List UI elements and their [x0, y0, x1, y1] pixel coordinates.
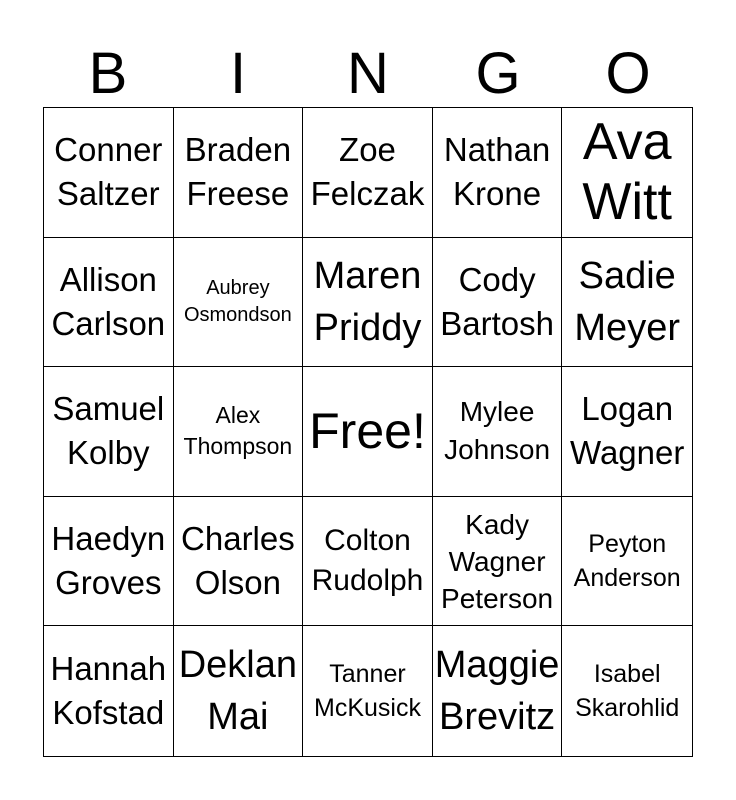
cell-text: [570, 387, 684, 475]
cell-name-line: Charles: [181, 520, 295, 558]
cell-text: [444, 128, 550, 216]
cell-text: [575, 657, 679, 725]
bingo-cell[interactable]: [174, 626, 304, 756]
cell-text: [574, 250, 680, 354]
cell-name-line: Skarohlid: [575, 694, 680, 723]
cell-name-line: Aubrey: [206, 276, 270, 299]
cell-text: [440, 258, 554, 346]
cell-name-line: Freese: [186, 175, 290, 213]
cell-name-line: Isabel: [593, 660, 661, 689]
cell-text: [181, 517, 295, 605]
header-letter-b: B: [88, 41, 128, 106]
cell-name-line: Deklan: [178, 644, 298, 687]
bingo-cell[interactable]: [44, 108, 174, 238]
bingo-cell[interactable]: [562, 238, 692, 368]
cell-name-line: Osmondson: [183, 303, 292, 326]
cell-name-line: Wagner: [570, 434, 685, 472]
header-letter-o: O: [605, 41, 651, 106]
cell-text: [184, 275, 292, 329]
bingo-cell[interactable]: [44, 367, 174, 497]
cell-text: [179, 639, 297, 743]
cell-text: [51, 517, 165, 605]
cell-text: [312, 521, 424, 601]
cell-name-line: Krone: [453, 175, 542, 213]
cell-name-line: Olson: [194, 564, 281, 602]
cell-text: [314, 250, 422, 354]
cell-text: [574, 527, 681, 595]
cell-name-line: Saltzer: [56, 175, 160, 213]
cell-name-line: Sadie: [578, 254, 676, 297]
bingo-header: [43, 38, 693, 106]
cell-text: [184, 400, 293, 462]
cell-name-line: Tanner: [329, 660, 406, 689]
cell-text: [314, 657, 421, 725]
cell-name-line: Kolby: [67, 434, 150, 472]
bingo-cell[interactable]: [562, 626, 692, 756]
bingo-grid: [43, 107, 693, 757]
cell-name-line: Zoe: [339, 131, 396, 169]
cell-text: [441, 506, 553, 617]
cell-name-line: Kady: [465, 508, 529, 540]
cell-name-line: Samuel: [52, 390, 165, 428]
cell-name-line: Witt: [582, 173, 672, 232]
bingo-cell[interactable]: [433, 626, 563, 756]
bingo-cell[interactable]: [562, 108, 692, 238]
cell-text: [54, 128, 162, 216]
cell-name-line: Meyer: [574, 306, 680, 349]
cell-name-line: Logan: [581, 390, 674, 428]
cell-name-line: Free!: [309, 403, 426, 460]
cell-text: [435, 639, 560, 743]
cell-name-line: Anderson: [573, 564, 681, 593]
cell-name-line: Colton: [324, 524, 411, 558]
bingo-cell[interactable]: [44, 497, 174, 627]
free-space-cell[interactable]: [303, 367, 433, 497]
cell-name-line: Brevitz: [439, 696, 556, 739]
cell-name-line: Mylee: [459, 396, 535, 428]
header-letter-i: I: [229, 41, 247, 106]
bingo-cell[interactable]: [303, 108, 433, 238]
cell-name-line: Carlson: [51, 304, 166, 342]
cell-name-line: Maggie: [434, 644, 560, 687]
cell-text: [309, 403, 426, 459]
cell-text: [50, 647, 166, 735]
bingo-cell[interactable]: [562, 497, 692, 627]
cell-text: [311, 128, 425, 216]
bingo-cell[interactable]: [303, 497, 433, 627]
cell-name-line: Allison: [59, 260, 157, 298]
cell-name-line: Priddy: [313, 306, 422, 349]
cell-name-line: Groves: [55, 564, 162, 602]
bingo-cell[interactable]: [433, 108, 563, 238]
cell-text: [51, 258, 165, 346]
cell-text: [582, 112, 672, 232]
cell-name-line: Rudolph: [311, 564, 424, 598]
bingo-cell[interactable]: [433, 238, 563, 368]
cell-name-line: Wagner: [448, 545, 546, 577]
cell-name-line: Bartosh: [440, 304, 554, 342]
cell-text: [52, 387, 164, 475]
cell-name-line: Alex: [215, 402, 261, 429]
cell-name-line: Nathan: [443, 131, 551, 169]
bingo-cell[interactable]: [433, 367, 563, 497]
cell-name-line: Peterson: [441, 582, 554, 614]
bingo-cell[interactable]: [174, 108, 304, 238]
bingo-cell[interactable]: [303, 238, 433, 368]
cell-name-line: Peyton: [588, 530, 667, 559]
bingo-cell[interactable]: [174, 367, 304, 497]
cell-name-line: Johnson: [444, 434, 551, 466]
bingo-cell[interactable]: [433, 497, 563, 627]
cell-name-line: Hannah: [50, 650, 167, 688]
bingo-cell[interactable]: [44, 238, 174, 368]
cell-name-line: Cody: [458, 260, 536, 298]
cell-text: [185, 128, 291, 216]
cell-name-line: Thompson: [183, 433, 293, 460]
cell-name-line: Felczak: [310, 175, 425, 213]
bingo-cell[interactable]: [562, 367, 692, 497]
bingo-cell[interactable]: [174, 238, 304, 368]
cell-text: [444, 393, 550, 469]
bingo-cell[interactable]: [174, 497, 304, 627]
header-letter-g: G: [475, 41, 521, 106]
bingo-cell[interactable]: [44, 626, 174, 756]
cell-name-line: Ava: [582, 113, 672, 172]
bingo-cell[interactable]: [303, 626, 433, 756]
cell-name-line: Mai: [207, 696, 269, 739]
cell-name-line: Haedyn: [51, 520, 166, 558]
cell-name-line: Conner: [54, 131, 163, 169]
header-letter-n: N: [347, 41, 389, 106]
cell-name-line: Braden: [184, 131, 292, 169]
cell-name-line: McKusick: [314, 694, 421, 723]
cell-name-line: Kofstad: [52, 694, 165, 732]
cell-name-line: Maren: [313, 254, 422, 297]
